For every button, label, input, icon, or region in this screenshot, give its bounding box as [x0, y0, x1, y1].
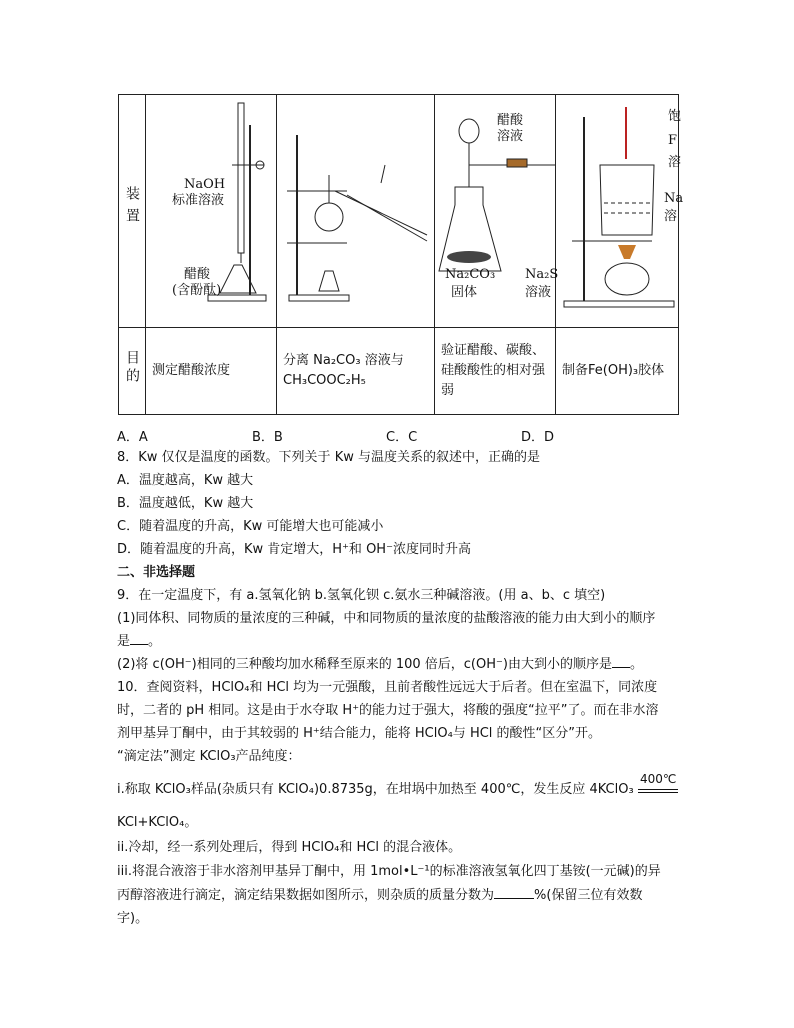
label-f: F — [668, 133, 678, 148]
q9-part2: (2)将 c(OH⁻)相同的三种酸均加水稀释至原来的 100 倍后，c(OH⁻)由大到小的顺序是 。 — [117, 657, 643, 672]
q8-option-d: D．随着温度的升高，Kw 肯定增大，H⁺和 OH⁻浓度同时升高 — [117, 542, 471, 557]
answer-blank-3[interactable] — [494, 886, 534, 899]
section-heading: 二、非选择题 — [117, 565, 196, 580]
purpose-c: 验证醋酸、碳酸、硅酸酸性的相对强弱 — [435, 328, 556, 415]
reaction-condition: 400℃ — [640, 772, 677, 786]
q10-step1: i.称取 KClO₃样品(杂质只有 KClO₄)0.8735g，在坩埚中加热至 400℃，发生反应 4KClO₃ — [117, 782, 634, 797]
label-dissolve: 溶 — [668, 155, 682, 170]
q10-line3: 剂甲基异丁酮中，由于其较弱的 H⁺结合能力，能将 HClO₄与 HCl 的酸性“区分”开。 — [117, 726, 602, 741]
q9-stem: 9．在一定温度下，有 a.氢氧化钠 b.氢氧化钡 c.氨水三种碱溶液。(用 a、b、c 填空) — [117, 588, 606, 603]
label-solution: 溶液 — [497, 129, 524, 144]
q10-step3-line1: iii.将混合液溶于非水溶剂甲基异丁酮中，用 1mol•L⁻¹的标准溶液氢氧化四丁基铵(一元碱)的异 — [117, 864, 661, 879]
label-dissolve-2: 溶 — [664, 209, 678, 224]
q10-line2: 时，二者的 pH 相同。这是由于水夺取 H⁺的能力过于强大，将酸的强度“拉平”了。而在非水溶 — [117, 703, 659, 718]
option-d: D．D — [521, 430, 555, 445]
q8-stem: 8．Kw 仅仅是温度的函数。下列关于 Kw 与温度关系的叙述中，正确的是 — [117, 450, 540, 465]
q8-option-a: A．温度越高，Kw 越大 — [117, 473, 254, 488]
option-a: A．A — [117, 430, 148, 445]
apparatus-b-distillation — [277, 95, 435, 328]
reaction-arrow — [638, 789, 678, 793]
purpose-a: 测定醋酸浓度 — [146, 328, 277, 415]
q8-option-b: B．温度越低，Kw 越大 — [117, 496, 254, 511]
label-naoh: NaOH — [184, 177, 226, 192]
label-phenolphthalein: (含酚酞) — [172, 283, 222, 298]
option-b: B．B — [252, 430, 283, 445]
label-na2co3: Na₂CO₃ — [445, 267, 496, 282]
purpose-d: 制备Fe(OH)₃胶体 — [556, 328, 679, 415]
q10-line1: 10．查阅资料，HClO₄和 HCl 均为一元强酸，且前者酸性远远大于后者。但在室温下，同浓度 — [117, 680, 658, 695]
label-solid: 固体 — [451, 285, 478, 300]
row-label-purpose: 目的 — [119, 328, 146, 415]
q10-step1-cont: KCl+KClO₄。 — [117, 815, 198, 830]
answer-blank-1[interactable] — [130, 632, 148, 645]
colloid-diagram — [556, 95, 682, 327]
q9-part1-line1: (1)同体积、同物质的量浓度的三种碱，中和同物质的量浓度的盐酸溶液的能力由大到小的顺序 — [117, 611, 656, 626]
q9-part1-line2: 是 。 — [117, 634, 162, 649]
q10-step2: ii.冷却，经一系列处理后，得到 HClO₄和 HCl 的混合液体。 — [117, 840, 462, 855]
option-c: C．C — [386, 430, 418, 445]
apparatus-d-colloid — [556, 95, 684, 328]
apparatus-c-acidity — [435, 95, 559, 328]
q10-step3-line3: 字)。 — [117, 911, 149, 926]
apparatus-table — [118, 94, 684, 415]
q10-line4: “滴定法”测定 KClO₃产品纯度： — [117, 749, 301, 764]
purpose-b: 分离 Na₂CO₃ 溶液与 CH₃COOC₂H₅ — [277, 328, 435, 415]
label-saturated: 饱 — [668, 109, 682, 124]
q10-step3-line2: 丙醇溶液进行滴定，滴定结果数据如图所示，则杂质的质量分数为 %(保留三位有效数 — [117, 888, 643, 903]
label-acetic-solution: 醋酸 — [497, 113, 524, 128]
answer-blank-2[interactable] — [612, 655, 630, 668]
apparatus-a-titration — [146, 95, 277, 328]
row-label-apparatus: 装置 — [119, 95, 146, 328]
label-na2s: Na₂S — [525, 267, 559, 282]
label-standard-solution: 标准溶液 — [172, 193, 225, 208]
distillation-diagram — [277, 95, 435, 327]
q8-option-c: C．随着温度的升高，Kw 可能增大也可能减小 — [117, 519, 384, 534]
label-na: Na — [664, 191, 684, 206]
label-solution-2: 溶液 — [525, 285, 552, 300]
label-acetic-acid: 醋酸 — [184, 267, 211, 282]
